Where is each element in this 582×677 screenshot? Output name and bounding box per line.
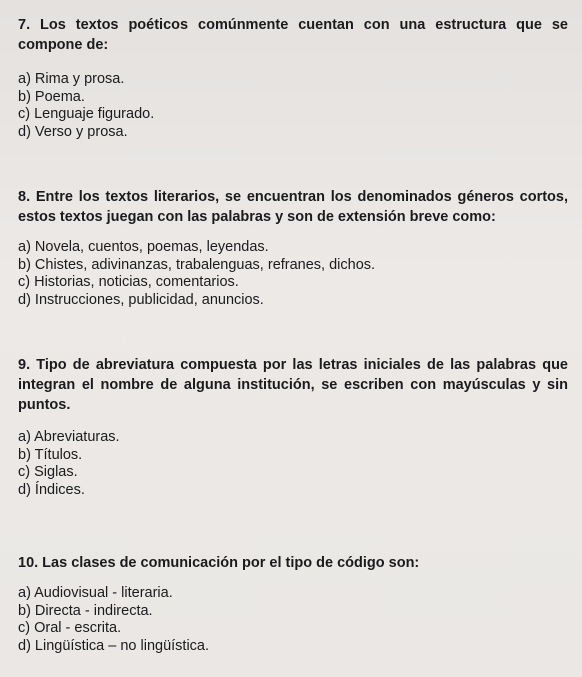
option-d: d) Lingüística – no lingüística. — [18, 637, 210, 654]
option-d: d) Instrucciones, publicidad, anuncios. — [18, 291, 264, 308]
question-9 — [18, 355, 568, 499]
question-8 — [18, 187, 568, 309]
option-a: a) Novela, cuentos, poemas, leyendas. — [18, 239, 269, 255]
option-b: b) Títulos. — [18, 446, 83, 463]
question-10 — [18, 553, 568, 655]
option-a: a) Audiovisual - literaria. — [18, 585, 173, 601]
option-d: d) Índices. — [18, 481, 85, 498]
question-7 — [18, 15, 568, 141]
question-text: 10. Las clases de comunicación por el tipo de código son: — [18, 555, 420, 571]
option-c: c) Lenguaje figurado. — [18, 106, 155, 122]
option-b: b) Directa - indirecta. — [18, 602, 153, 619]
option-d: d) Verso y prosa. — [18, 123, 128, 140]
option-c: c) Historias, noticias, comentarios. — [18, 274, 239, 290]
question-text: 8. Entre los textos literarios, se encuentran los denominados géneros cortos, estos textos juegan con las palabras y son de extensión breve como: — [18, 189, 568, 225]
question-text: 9. Tipo de abreviatura compuesta por las letras iniciales de las palabras que integran el nombre de alguna institución, se escriben con mayúsculas y sin puntos. — [18, 357, 568, 413]
option-a: a) Abreviaturas. — [18, 429, 120, 445]
question-text: 7. Los textos poéticos comúnmente cuentan con una estructura que se compone de: — [18, 17, 568, 53]
option-c: c) Siglas. — [18, 464, 78, 480]
option-a: a) Rima y prosa. — [18, 71, 125, 87]
option-b: b) Chistes, adivinanzas, trabalenguas, refranes, dichos. — [18, 256, 376, 273]
option-b: b) Poema. — [18, 88, 85, 105]
option-c: c) Oral - escrita. — [18, 620, 122, 636]
